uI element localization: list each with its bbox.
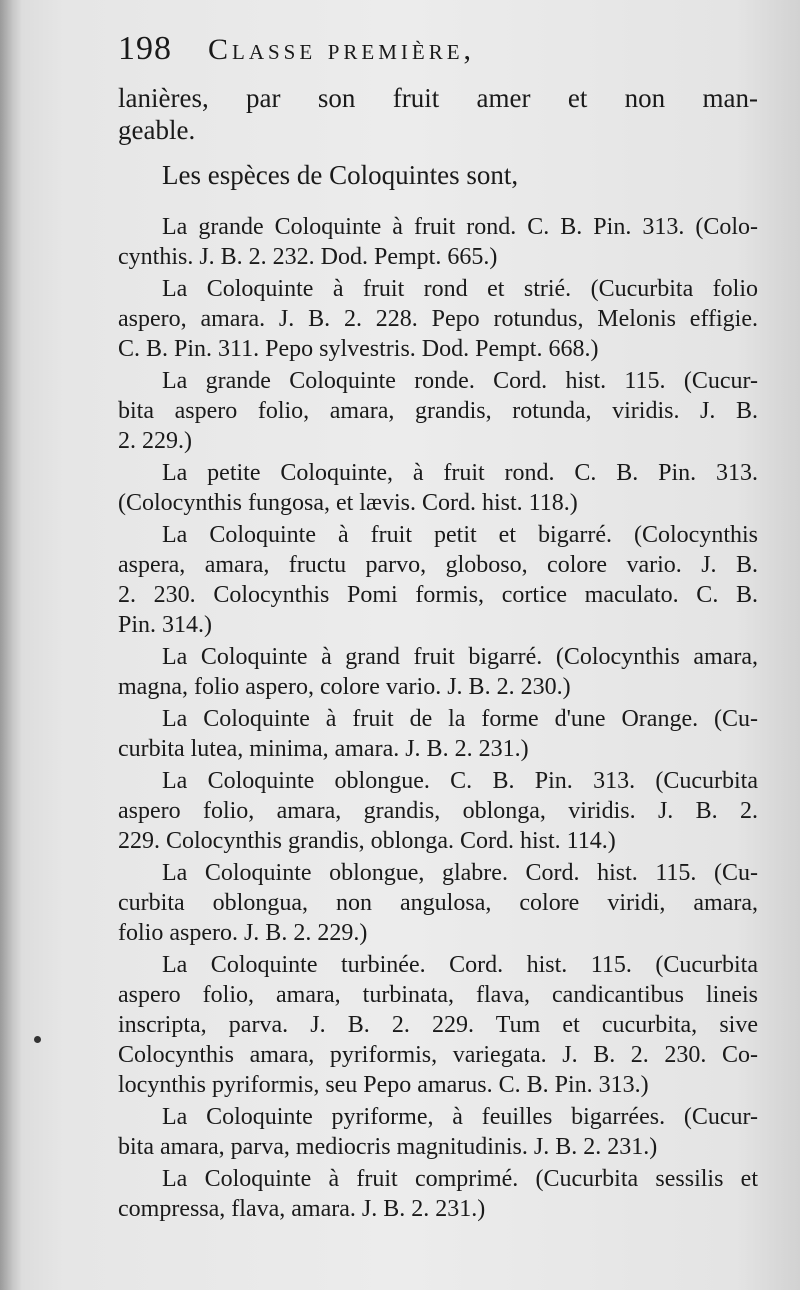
text-line: 2. 229.) [118,428,192,454]
margin-dot [34,1036,41,1043]
species-entry [118,366,758,456]
gutter-shadow [0,0,22,1290]
text-line: aspera, amara, fructu parvo, globoso, colore vario. J. B. [118,552,758,578]
text-line: inscripta, parva. J. B. 2. 229. Tum et cucurbita, sive [118,1012,758,1038]
text-line: La grande Coloquinte ronde. Cord. hist. 115. (Cucur- [162,368,758,394]
text-line: La Coloquinte à fruit rond et strié. (Cucurbita folio [162,276,758,302]
text-line: La Coloquinte à fruit comprimé. (Cucurbita sessilis et [162,1166,758,1192]
text-line: La Coloquinte à fruit de la forme d'une Orange. (Cu- [162,706,758,732]
text-line: bita amara, parva, mediocris magnitudinis. J. B. 2. 231.) [118,1134,658,1160]
text-line: La Coloquinte turbinée. Cord. hist. 115. (Cucurbita [162,952,758,978]
section-heading: Les espèces de Coloquintes sont, [162,160,519,190]
text-line: bita aspero folio, amara, grandis, rotunda, viridis. J. B. [118,398,758,424]
species-entry [118,704,758,764]
text-line: compressa, flava, amara. J. B. 2. 231.) [118,1196,486,1222]
text-line: La Coloquinte oblongue. C. B. Pin. 313. (Cucurbita [162,768,758,794]
page-text [118,30,758,1226]
text-line: geable. [118,115,196,145]
text-line: 229. Colocynthis grandis, oblonga. Cord. hist. 114.) [118,828,616,854]
text-line: aspero folio, amara, grandis, oblonga, viridis. J. B. 2. [118,798,758,824]
species-entry [118,858,758,948]
text-line: folio aspero. J. B. 2. 229.) [118,920,368,946]
species-entry [118,274,758,364]
species-entry [118,642,758,702]
text-line: magna, folio aspero, colore vario. J. B. 2. 230.) [118,674,571,700]
text-line: curbita lutea, minima, amara. J. B. 2. 231.) [118,736,529,762]
species-list [118,212,758,1224]
text-line: Colocynthis amara, pyriformis, variegata. J. B. 2. 230. Co- [118,1042,758,1068]
text-line: lanières, par son fruit amer et non man- [118,83,758,113]
text-line: aspero folio, amara, turbinata, flava, candicantibus lineis [118,982,758,1008]
text-line: locynthis pyriformis, seu Pepo amarus. C. B. Pin. 313.) [118,1072,649,1098]
continuation-paragraph [118,82,758,146]
species-entry [118,212,758,272]
text-line: (Colocynthis fungosa, et lævis. Cord. hist. 118.) [118,490,578,516]
text-line: Pin. 314.) [118,612,213,638]
text-line: La petite Coloquinte, à fruit rond. C. B. Pin. 313. [162,460,758,486]
species-entry [118,520,758,640]
species-entry [118,1102,758,1162]
text-line: La Coloquinte oblongue, glabre. Cord. hist. 115. (Cu- [162,860,758,886]
running-head [118,30,758,82]
text-line: curbita oblongua, non angulosa, colore viridi, amara, [118,890,758,916]
text-line: La Coloquinte à grand fruit bigarré. (Colocynthis amara, [162,644,758,670]
page-number: 198 [118,30,172,67]
species-entry [118,1164,758,1224]
species-entry [118,766,758,856]
species-entry [118,950,758,1100]
text-line: La grande Coloquinte à fruit rond. C. B. Pin. 313. (Colo- [162,214,758,240]
text-line: C. B. Pin. 311. Pepo sylvestris. Dod. Pempt. 668.) [118,336,599,362]
running-title: Classe première, [208,33,476,66]
text-line: La Coloquinte pyriforme, à feuilles bigarrées. (Cucur- [162,1104,758,1130]
species-entry [118,458,758,518]
text-line: cynthis. J. B. 2. 232. Dod. Pempt. 665.) [118,244,498,270]
text-line: La Coloquinte à fruit petit et bigarré. (Colocynthis [162,522,758,548]
text-line: 2. 230. Colocynthis Pomi formis, cortice maculato. C. B. [118,582,758,608]
text-line: aspero, amara. J. B. 2. 228. Pepo rotundus, Melonis effigie. [118,306,758,332]
